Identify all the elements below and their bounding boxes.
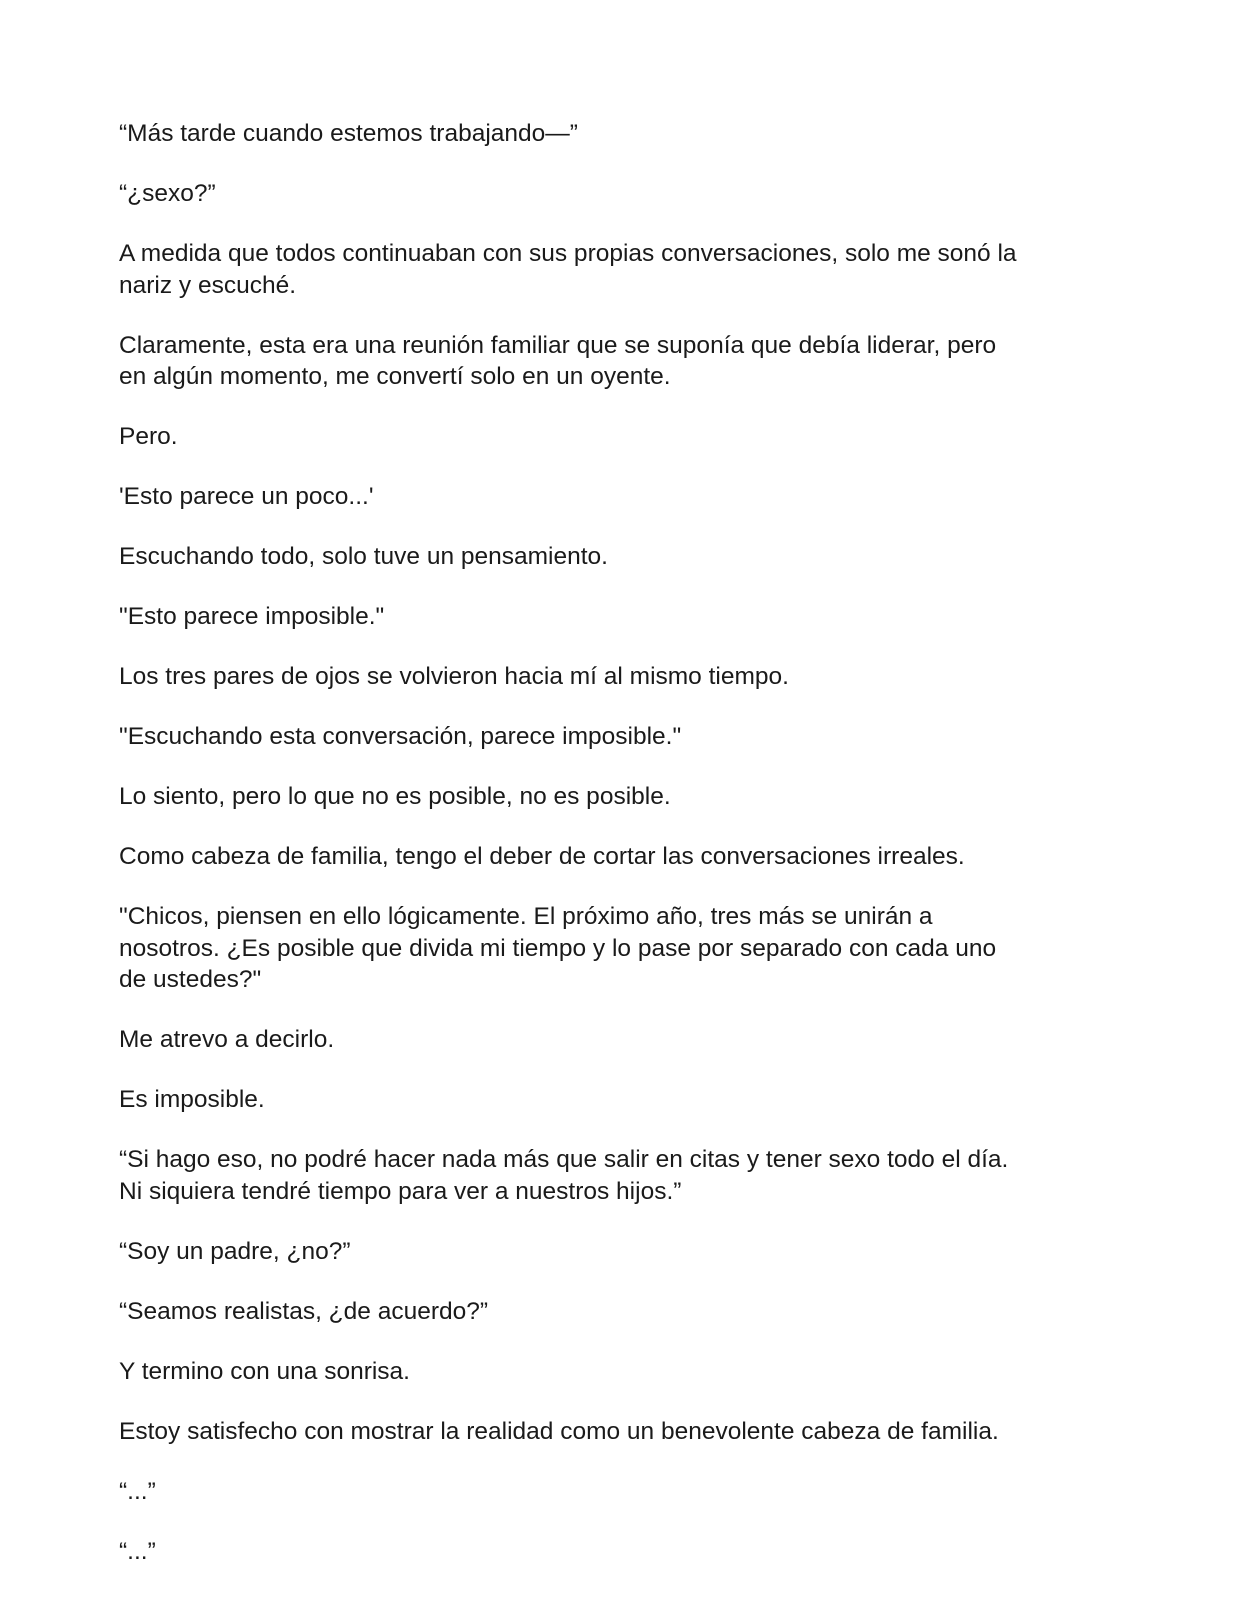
paragraph: Claramente, esta era una reunión familiar que se suponía que debía liderar, pero en algún momento, me convertí solo en un oyente. (119, 331, 997, 390)
paragraph: "Escuchando esta conversación, parece imposible." (119, 723, 682, 750)
paragraph: A medida que todos continuaban con sus propias conversaciones, solo me sonó la nariz y escuché. (119, 240, 1017, 299)
paragraph: Estoy satisfecho con mostrar la realidad como un benevolente cabeza de familia. (119, 1417, 999, 1445)
paragraph: “...” (119, 1477, 156, 1505)
paragraph: Pero. (119, 423, 178, 450)
paragraph: “Seamos realistas, ¿de acuerdo?” (119, 1297, 489, 1325)
paragraph: “Más tarde cuando estemos trabajando—” (119, 120, 578, 147)
paragraph: “¿sexo?” (119, 180, 216, 207)
paragraph: Me atrevo a decirlo. (119, 1026, 335, 1053)
paragraph: “Soy un padre, ¿no?” (119, 1237, 351, 1265)
paragraph: “...” (119, 1537, 156, 1565)
paragraph: 'Esto parece un poco...' (119, 483, 374, 510)
paragraph: Y termino con una sonrisa. (119, 1357, 410, 1385)
paragraph: "Esto parece imposible." (119, 603, 385, 630)
paragraph: Escuchando todo, solo tuve un pensamiento. (119, 543, 608, 570)
paragraph: “Si hago eso, no podré hacer nada más que salir en citas y tener sexo todo el día. Ni siquiera tendré tiempo para ver a nuestros hijos.” (119, 1146, 1009, 1205)
paragraph: Lo siento, pero lo que no es posible, no es posible. (119, 783, 671, 810)
paragraph: "Chicos, piensen en ello lógicamente. El próximo año, tres más se unirán a nosotros. ¿Es posible que divida mi tiempo y lo pase por separado con cada uno de ustedes?" (119, 903, 997, 993)
paragraph: Como cabeza de familia, tengo el deber de cortar las conversaciones irreales. (119, 843, 965, 870)
document-body (119, 118, 1119, 1596)
paragraph: Es imposible. (119, 1086, 265, 1113)
paragraph: Los tres pares de ojos se volvieron hacia mí al mismo tiempo. (119, 663, 789, 690)
